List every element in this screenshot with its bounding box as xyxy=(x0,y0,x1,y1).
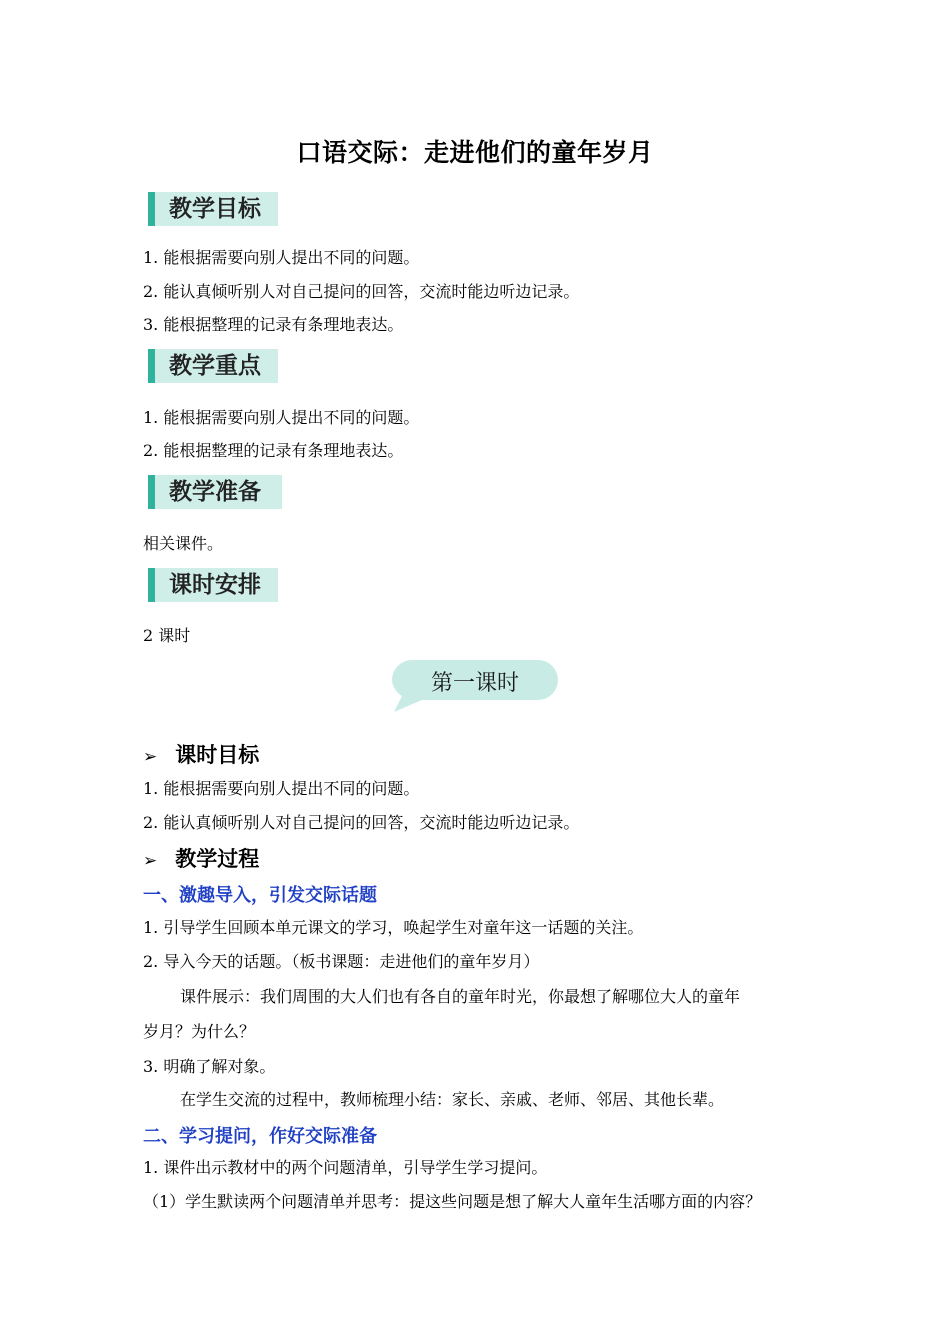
part1-line: 岁月？为什么？ xyxy=(143,1022,256,1041)
process-heading xyxy=(143,843,259,873)
part2-line: （1）学生默读两个问题清单并思考：提这些问题是想了解大人童年生活哪方面的内容？ xyxy=(143,1192,762,1211)
goal-item: 2. 能认真倾听别人对自己提问的回答，交流时能边听边记录。 xyxy=(143,282,580,301)
prep-text: 相关课件。 xyxy=(143,534,224,553)
part1-line: 1. 引导学生回顾本单元课文的学习，唤起学生对童年这一话题的关注。 xyxy=(143,918,644,937)
lesson-badge xyxy=(390,660,560,712)
goal-item: 3. 能根据整理的记录有条理地表达。 xyxy=(143,315,404,334)
section-tag-prep: 教学准备 xyxy=(148,475,282,509)
lesson-goal-item: 1. 能根据需要向别人提出不同的问题。 xyxy=(143,779,420,798)
part1-line: 3. 明确了解对象。 xyxy=(143,1057,276,1076)
part2-line: 1. 课件出示教材中的两个问题清单，引导学生学习提问。 xyxy=(143,1158,548,1177)
part2-heading: 二、学习提问，作好交际准备 xyxy=(143,1126,377,1147)
section-tag-focus: 教学重点 xyxy=(148,349,278,383)
process-heading-text: 教学过程 xyxy=(175,847,260,871)
part1-heading: 一、激趣导入，引发交际话题 xyxy=(143,885,377,906)
part1-line: 在学生交流的过程中，教师梳理小结：家长、亲戚、老师、邻居、其他长辈。 xyxy=(180,1090,725,1109)
lesson-goals-heading-text: 课时目标 xyxy=(175,743,260,767)
lesson-badge-label: 第一课时 xyxy=(430,671,519,696)
lesson-goal-item: 2. 能认真倾听别人对自己提问的回答，交流时能边听边记录。 xyxy=(143,813,580,832)
focus-item: 1. 能根据需要向别人提出不同的问题。 xyxy=(143,408,420,427)
section-tag-goals: 教学目标 xyxy=(148,192,278,226)
part1-line: 2. 导入今天的话题。（板书课题：走进他们的童年岁月） xyxy=(143,952,540,971)
arrow-bullet-icon: ➢ xyxy=(143,851,158,871)
page-title: 口语交际：走进他们的童年岁月 xyxy=(296,138,654,167)
goal-item: 1. 能根据需要向别人提出不同的问题。 xyxy=(143,248,420,267)
schedule-text: 2 课时 xyxy=(143,626,191,645)
arrow-bullet-icon: ➢ xyxy=(143,747,158,767)
lesson-goals-heading xyxy=(143,739,259,769)
part1-line: 课件展示：我们周围的大人们也有各自的童年时光，你最想了解哪位大人的童年 xyxy=(180,987,741,1006)
section-tag-schedule: 课时安排 xyxy=(148,568,278,602)
focus-item: 2. 能根据整理的记录有条理地表达。 xyxy=(143,441,404,460)
